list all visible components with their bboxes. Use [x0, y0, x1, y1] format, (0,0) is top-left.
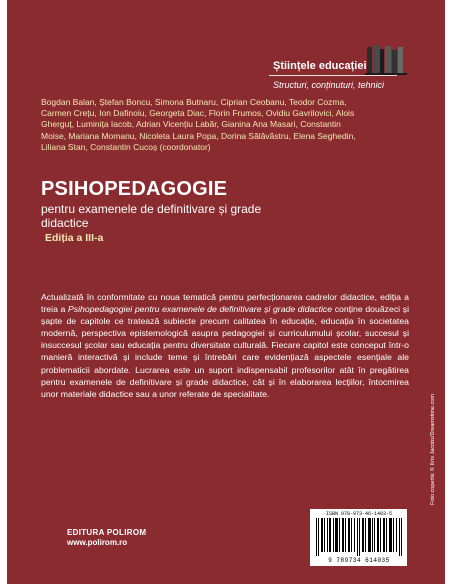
- description-part1: Actualizată în conformitate cu noua tematică pentru perfecționarea cadrelor didactice, ediția a treia a: [41, 292, 409, 315]
- book-edition: Ediția a III-a: [45, 232, 104, 244]
- description-italic-title: Psihopedagogiei pentru examenele de definitivare și grade didactice: [67, 304, 333, 315]
- barcode-number: 9 789734 614035: [328, 557, 390, 564]
- series-title: Științele educației: [273, 60, 367, 72]
- description-text: [41, 291, 409, 400]
- barcode-panel: [310, 509, 407, 566]
- book-subtitle: pentru examenele de definitivare și grade didactice: [41, 202, 262, 230]
- isbn-label: ISBN 978-973-46-1403-5: [325, 511, 392, 517]
- publisher-website: www.polirom.ro: [67, 538, 128, 547]
- book-title: PSIHOPEDAGOGIE: [41, 178, 228, 200]
- series-subtitle: Structuri, conținuturi, tehnici: [273, 80, 385, 90]
- description-part2: conține douăzeci și șapte de capitole ce tratează subiecte precum calitatea în educație, educația în societatea modernă, perspectiva epistemologică asupra pedagogiei și curriculumului școlar, succesul și insuccesul școlar sau educația pentru diversitate culturală. Fiecare capitol este conceput într-o manieră interactivă și include teme și întrebări care evidențiază aspectele esențiale ale problematicii abordate. Lucrarea este un suport indispensabil profesorilor atât în pregătirea pentru examenele de definitivare și grade didactice, cât și în elaborarea lecțiilor, întocmirea unor materiale didactice sau a unor referate de specialitate.: [41, 304, 409, 399]
- publisher-name: EDITURA POLIROM: [67, 528, 147, 537]
- books-stack-icon: [365, 44, 409, 76]
- book-back-cover: [7, 0, 445, 584]
- authors-list: Bogdan Balan, Ștefan Boncu, Simona Butnaru, Ciprian Ceobanu, Teodor Cozma, Carmen Crețu, Ion Dafinoiu, Georgeta Diac, Florin Frumos, Ovidiu Gavrilovici, Alois Gherguț, Luminița Iacob, Adrian Vicențiu Labăr, Gianina Ana Masari, Constantin Moise, Mariana Momanu, Nicoleta Laura Popa, Dorina Sălăvăstru, Elena Seghedin, Liliana Stan, Constantin Cucoș (coordonator): [41, 97, 356, 152]
- cover-photo-credit: Foto copertă: © Kris Jacobs/Dreamstime.com: [430, 393, 436, 505]
- barcode-icon: [316, 518, 402, 556]
